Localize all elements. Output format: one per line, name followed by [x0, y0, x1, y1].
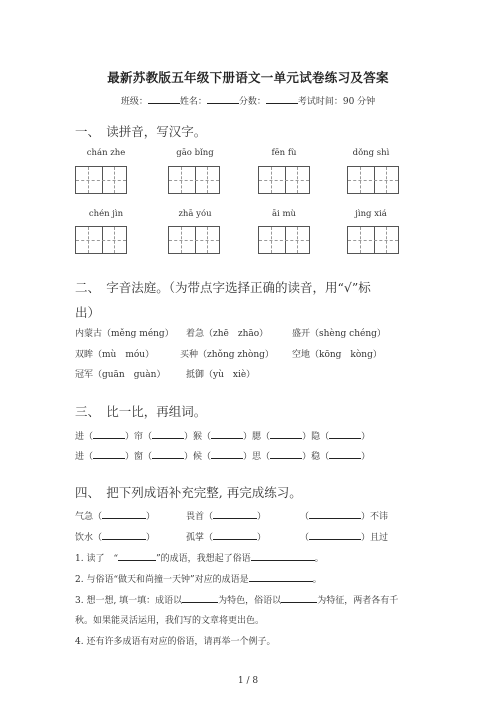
char-label: 进（	[75, 432, 94, 442]
pinyin: chén jìn	[88, 209, 124, 219]
idiom-label: 孤掌（	[186, 533, 214, 543]
idiom-blank[interactable]	[309, 530, 361, 540]
idiom-label: （	[300, 512, 310, 522]
question-4: 4. 还有许多成语有对应的俗语，请再举一个例子。	[75, 637, 276, 647]
class-blank[interactable]	[148, 94, 180, 104]
question-1	[75, 551, 324, 564]
section1-heading: 一、 读拼音，写汉字。	[75, 124, 207, 139]
writing-grid[interactable]	[168, 226, 220, 254]
idiom-label: ）	[146, 533, 156, 543]
q-text: 。	[314, 554, 324, 564]
pronunciation-item[interactable]: 双眸（mù móu）	[75, 350, 155, 360]
char-label: ）候（	[184, 452, 212, 462]
answer-blank[interactable]	[251, 551, 315, 561]
q-text: 3. 想一想, 填一填：成语以	[75, 596, 183, 606]
writing-grid[interactable]	[347, 226, 399, 254]
idiom-blank[interactable]	[213, 530, 257, 540]
pinyin: dǒng shì	[352, 148, 390, 158]
char-label: ）帘（	[125, 432, 153, 442]
pronunciation-item[interactable]: 内蒙古（měng méng）	[75, 329, 174, 339]
word-blank[interactable]	[270, 429, 302, 439]
pronunciation-item[interactable]: 冠军（guān guàn）	[75, 370, 166, 380]
idiom-fill	[75, 530, 155, 543]
pronunciation-item[interactable]: 空地（kōng kòng）	[292, 350, 382, 360]
exam-time: 考试时间：90 分钟	[297, 97, 376, 107]
char-label: ）腮（	[243, 432, 271, 442]
section3-heading: 三、 比一比，再组词。	[75, 404, 207, 419]
word-blank[interactable]	[329, 429, 361, 439]
student-info-line	[0, 94, 496, 107]
writing-grid[interactable]	[168, 166, 220, 194]
char-label: ）思（	[243, 452, 271, 462]
score-blank[interactable]	[266, 94, 298, 104]
idiom-fill	[75, 509, 155, 522]
pinyin: jìng xiá	[355, 209, 387, 219]
idiom-label: 饮水（	[75, 533, 103, 543]
writing-grid[interactable]	[258, 226, 310, 254]
idiom-label: ）	[146, 512, 156, 522]
idiom-label: ）	[257, 533, 267, 543]
word-blank[interactable]	[93, 449, 125, 459]
char-label: ）窗（	[125, 452, 153, 462]
class-label: 班级：	[120, 97, 148, 107]
q-text: 为特色，俗语以	[218, 596, 282, 606]
idiom-fill	[186, 530, 266, 543]
char-label: ）	[361, 452, 371, 462]
idiom-blank[interactable]	[213, 509, 257, 519]
idiom-fill	[300, 530, 388, 543]
q-text: 2. 与俗语“做天和尚撞一天钟”对应的成语是	[75, 575, 249, 585]
q-text: ”的成语，我想起了俗语	[156, 554, 251, 564]
idiom-label: ）且过	[361, 533, 389, 543]
pinyin: āi mù	[271, 209, 297, 219]
writing-grid[interactable]	[75, 226, 127, 254]
pronunciation-item[interactable]: 着急（zhē zhāo）	[186, 329, 269, 339]
section2-heading: 二、 字音法庭。（为带点字选择正确的读音，用“√”标	[75, 280, 371, 295]
word-blank[interactable]	[211, 429, 243, 439]
pronunciation-item[interactable]: 买种（zhǒng zhòng）	[180, 350, 274, 360]
idiom-label: ）不讳	[361, 512, 389, 522]
char-label: ）稳（	[302, 452, 330, 462]
idiom-blank[interactable]	[102, 530, 146, 540]
char-label: 进（	[75, 452, 94, 462]
pinyin: chán zhe	[86, 148, 126, 158]
word-blank[interactable]	[329, 449, 361, 459]
pronunciation-item[interactable]: 抵御（yù xiè）	[186, 370, 256, 380]
word-blank[interactable]	[211, 449, 243, 459]
char-label: ）	[361, 432, 371, 442]
score-label: 分数：	[238, 97, 266, 107]
pronunciation-item[interactable]: 盛开（shèng chéng）	[292, 329, 386, 339]
question-2	[75, 572, 322, 585]
section2-heading-cont: 出）	[75, 305, 101, 320]
idiom-fill	[186, 509, 266, 522]
idiom-blank[interactable]	[309, 509, 361, 519]
compare-row-2	[75, 449, 370, 462]
page-number: 1 / 8	[237, 676, 259, 686]
idiom-label: 气急（	[75, 512, 103, 522]
section4-heading: 四、 把下列成语补充完整, 再完成练习。	[75, 485, 302, 500]
name-label: 姓名：	[179, 97, 207, 107]
pinyin: gāo bǐng	[176, 148, 214, 158]
q-text: 1. 读了 “	[75, 554, 119, 564]
word-blank[interactable]	[270, 449, 302, 459]
word-blank[interactable]	[93, 429, 125, 439]
idiom-label: 畏首（	[186, 512, 214, 522]
answer-blank[interactable]	[118, 551, 156, 561]
answer-blank[interactable]	[281, 593, 317, 603]
char-label: ）猴（	[184, 432, 212, 442]
word-blank[interactable]	[152, 429, 184, 439]
q-text: 为特征，两者各有千	[317, 596, 399, 606]
writing-grid[interactable]	[347, 166, 399, 194]
idiom-label: （	[300, 533, 310, 543]
char-label: ）隐（	[302, 432, 330, 442]
idiom-fill	[300, 509, 388, 522]
question-3	[75, 593, 398, 606]
q-text: 。	[312, 575, 322, 585]
writing-grid[interactable]	[258, 166, 310, 194]
idiom-label: ）	[257, 512, 267, 522]
pinyin: fēn fù	[271, 148, 297, 158]
name-blank[interactable]	[207, 94, 239, 104]
word-blank[interactable]	[152, 449, 184, 459]
document-title: 最新苏教版五年级下册语文一单元试卷练习及答案	[107, 70, 389, 85]
question-3-cont: 秋。如果能灵活运用，我们写的文章将更出色。	[75, 616, 265, 626]
answer-blank[interactable]	[249, 572, 313, 582]
pinyin: zhā yóu	[178, 209, 212, 219]
idiom-blank[interactable]	[102, 509, 146, 519]
answer-blank[interactable]	[182, 593, 218, 603]
writing-grid[interactable]	[75, 166, 127, 194]
compare-row-1	[75, 429, 370, 442]
